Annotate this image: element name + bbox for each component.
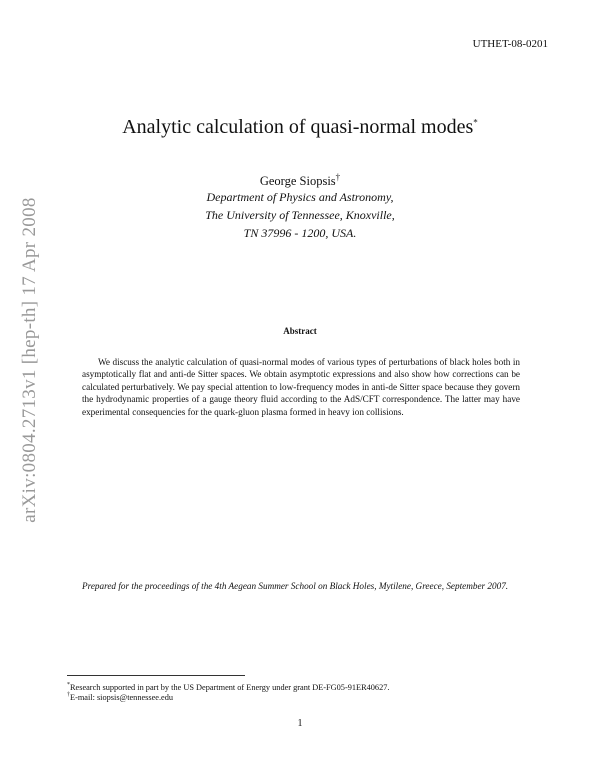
footnote-divider — [67, 675, 245, 676]
affiliation-line: TN 37996 - 1200, USA. — [243, 226, 357, 240]
report-number: UTHET-08-0201 — [472, 38, 548, 50]
author — [0, 172, 600, 189]
title-footnote-mark: * — [473, 117, 478, 128]
proceedings-note: Prepared for the proceedings of the 4th Aegean Summer School on Black Holes, Mytilene, Greece, September 2007. — [82, 581, 509, 591]
author-footnote-mark: † — [335, 172, 341, 182]
page-number: 1 — [297, 718, 303, 729]
affiliation-line: The University of Tennessee, Knoxville, — [205, 208, 395, 222]
abstract-body: We discuss the analytic calculation of quasi-normal modes of various types of perturbations of black holes both in asymptotically flat and anti-de Sitter spaces. We obtain asymptotic expressions and also show how corrections can be calculated perturbatively. We pay special attention to low-frequency modes in anti-de Sitter space because they govern the hydrodynamic properties of a gauge theory fluid according to the AdS/CFT correspondence. The latter may have experimental consequencies for the quark-gluon plasma formed in heavy ion collisions. — [82, 357, 520, 417]
footnote-mark: * — [67, 682, 70, 688]
footnote-text: E-mail: siopsis@tennessee.edu — [70, 692, 174, 702]
affiliation-line: Department of Physics and Astronomy, — [206, 190, 394, 204]
abstract-heading: Abstract — [283, 326, 317, 336]
footnote-text: Research supported in part by the US Department of Energy under grant DE-FG05-91ER40627. — [70, 682, 390, 692]
title-text: Analytic calculation of quasi-normal modes — [122, 116, 474, 138]
footnote — [67, 690, 173, 703]
footnote-mark: † — [67, 692, 70, 698]
arxiv-identifier-stamp: arXiv:0804.2713v1 [hep-th] 17 Apr 2008 — [19, 197, 40, 523]
paper-title — [0, 116, 600, 139]
author-name: George Siopsis — [259, 174, 336, 189]
